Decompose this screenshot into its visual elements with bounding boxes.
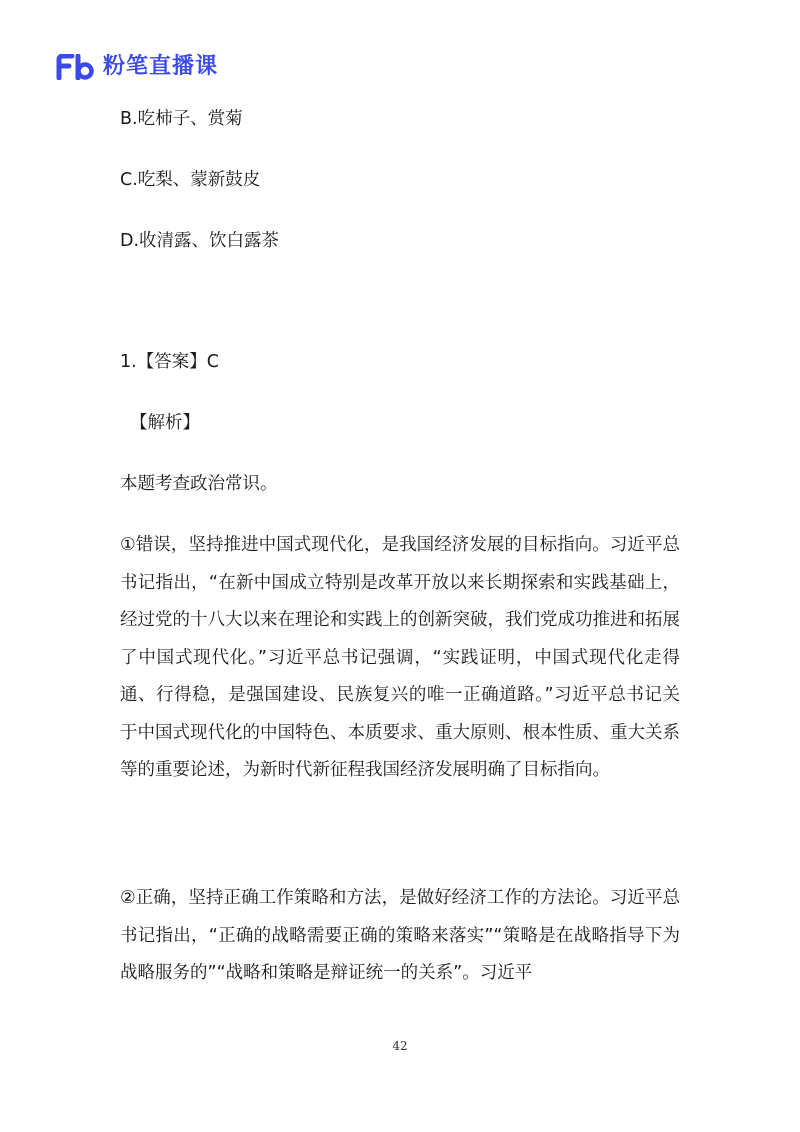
- option-d: D.收清露、饮白露茶: [120, 231, 280, 251]
- brand-logo: [56, 52, 218, 82]
- page-number: 42: [392, 1039, 408, 1053]
- option-b: B.吃柿子、赏菊: [120, 109, 243, 129]
- fenbi-fb-logo-icon: [56, 54, 96, 80]
- paragraph-1: ①错误，坚持推进中国式现代化，是我国经济发展的目标指向。习近平总书记指出，“在新中国成立特别是改革开放以来长期探索和实践基础上，经过党的十八大以来在理论和实践上的创新突破，我们党成功推进和拓展了中国式现代化。”习近平总书记强调，“实践证明，中国式现代化走得通、行得稳，是强国建设、民族复兴的唯一正确道路。”习近平总书记关于中国式现代化的中国特色、本质要求、重大原则、根本性质、重大关系等的重要论述，为新时代新征程我国经济发展明确了目标指向。: [120, 535, 680, 780]
- logo-text: 粉笔直播课: [103, 54, 219, 79]
- answer-line: 1.【答案】C: [120, 352, 219, 372]
- intro-text: 本题考查政治常识。: [120, 474, 278, 494]
- analysis-label: 【解析】: [130, 413, 200, 433]
- option-c: C.吃梨、蒙新鼓皮: [120, 170, 261, 190]
- paragraph-2: ②正确，坚持正确工作策略和方法，是做好经济工作的方法论。习近平总书记指出，“正确的战略需要正确的策略来落实”“策略是在战略指导下为战略服务的”“战略和策略是辩证统一的关系”。习近平: [120, 888, 680, 983]
